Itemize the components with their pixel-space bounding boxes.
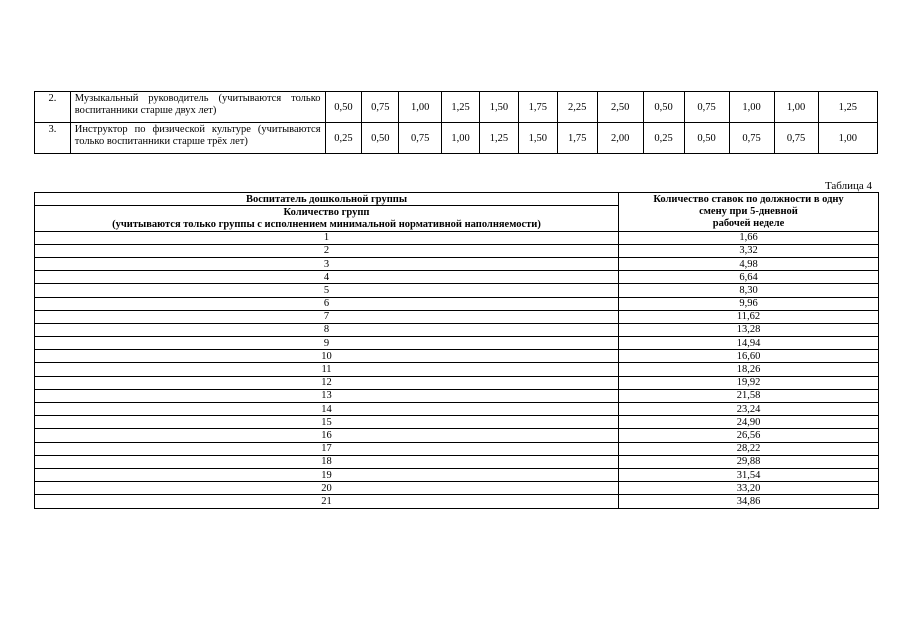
group-count: 15 xyxy=(35,416,619,429)
group-count: 18 xyxy=(35,455,619,468)
rate-count: 18,26 xyxy=(619,363,879,376)
table-row xyxy=(35,455,879,468)
rate-count: 26,56 xyxy=(619,429,879,442)
rate-value: 2,00 xyxy=(597,123,643,154)
group-count: 20 xyxy=(35,482,619,495)
table-row xyxy=(35,337,879,350)
group-count: 2 xyxy=(35,244,619,257)
group-count: 13 xyxy=(35,389,619,402)
rate-value: 0,50 xyxy=(362,123,399,154)
table-row xyxy=(35,284,879,297)
rate-value: 1,25 xyxy=(479,123,518,154)
header-rates-line: смену при 5-дневной xyxy=(699,206,798,217)
rate-value: 2,50 xyxy=(597,92,643,123)
table-row xyxy=(35,363,879,376)
rate-count: 4,98 xyxy=(619,257,879,270)
position-description: Инструктор по физической культуре (учитываются только воспитанники старше трёх лет) xyxy=(70,123,325,154)
rate-value: 2,25 xyxy=(557,92,597,123)
rate-value: 1,00 xyxy=(442,123,480,154)
row-number: 2. xyxy=(35,92,71,123)
group-count: 17 xyxy=(35,442,619,455)
position-description: Музыкальный руководитель (учитываются только воспитанники старше двух лет) xyxy=(70,92,325,123)
rate-count: 13,28 xyxy=(619,323,879,336)
group-count: 8 xyxy=(35,323,619,336)
table-row xyxy=(35,350,879,363)
table-header-row xyxy=(35,193,879,206)
table-row xyxy=(35,389,879,402)
rate-value: 0,50 xyxy=(325,92,362,123)
table-row xyxy=(35,482,879,495)
rate-count: 19,92 xyxy=(619,376,879,389)
rate-count: 31,54 xyxy=(619,468,879,481)
table-row xyxy=(35,376,879,389)
header-rates-line: Количество ставок по должности в одну xyxy=(653,194,844,205)
table-row xyxy=(35,310,879,323)
rate-count: 16,60 xyxy=(619,350,879,363)
group-count: 3 xyxy=(35,257,619,270)
table-row xyxy=(35,92,878,123)
group-count: 10 xyxy=(35,350,619,363)
table-row xyxy=(35,429,879,442)
staff-rates-table xyxy=(34,91,878,154)
group-count: 21 xyxy=(35,495,619,508)
educator-rates-table xyxy=(34,192,879,509)
table-row xyxy=(35,442,879,455)
rate-value: 0,50 xyxy=(643,92,684,123)
group-count: 11 xyxy=(35,363,619,376)
rate-count: 9,96 xyxy=(619,297,879,310)
table-row xyxy=(35,244,879,257)
table-row xyxy=(35,403,879,416)
rate-count: 8,30 xyxy=(619,284,879,297)
rate-count: 6,64 xyxy=(619,271,879,284)
rate-count: 29,88 xyxy=(619,455,879,468)
rate-value: 1,75 xyxy=(518,92,557,123)
table-row xyxy=(35,123,878,154)
header-group-count: Количество групп xyxy=(35,206,619,219)
rate-count: 11,62 xyxy=(619,310,879,323)
rate-count: 28,22 xyxy=(619,442,879,455)
rate-value: 1,75 xyxy=(557,123,597,154)
rate-value: 1,50 xyxy=(518,123,557,154)
rate-count: 24,90 xyxy=(619,416,879,429)
rate-count: 14,94 xyxy=(619,337,879,350)
group-count: 4 xyxy=(35,271,619,284)
rate-value: 1,25 xyxy=(442,92,480,123)
rate-value: 0,75 xyxy=(774,123,818,154)
rate-value: 1,50 xyxy=(479,92,518,123)
table-row xyxy=(35,257,879,270)
header-rates xyxy=(619,193,879,232)
header-educator: Воспитатель дошкольной группы xyxy=(35,193,619,206)
table-caption: Таблица 4 xyxy=(824,180,872,192)
rate-value: 0,50 xyxy=(684,123,729,154)
group-count: 5 xyxy=(35,284,619,297)
group-count: 16 xyxy=(35,429,619,442)
table-row xyxy=(35,495,879,508)
rate-value: 1,00 xyxy=(399,92,442,123)
rate-count: 21,58 xyxy=(619,389,879,402)
table-row xyxy=(35,231,879,244)
rate-value: 0,25 xyxy=(643,123,684,154)
rate-value: 0,75 xyxy=(729,123,774,154)
group-count: 7 xyxy=(35,310,619,323)
rate-value: 0,75 xyxy=(684,92,729,123)
rate-value: 0,75 xyxy=(362,92,399,123)
rate-count: 33,20 xyxy=(619,482,879,495)
rate-value: 0,75 xyxy=(399,123,442,154)
group-count: 9 xyxy=(35,337,619,350)
group-count: 6 xyxy=(35,297,619,310)
table-row xyxy=(35,271,879,284)
rate-value: 1,00 xyxy=(774,92,818,123)
rate-count: 3,32 xyxy=(619,244,879,257)
group-count: 12 xyxy=(35,376,619,389)
rate-count: 1,66 xyxy=(619,231,879,244)
table-row xyxy=(35,323,879,336)
rate-count: 34,86 xyxy=(619,495,879,508)
group-count: 19 xyxy=(35,468,619,481)
table-row xyxy=(35,468,879,481)
header-rates-line: рабочей неделе xyxy=(712,218,785,229)
rate-count: 23,24 xyxy=(619,403,879,416)
table-row xyxy=(35,416,879,429)
rate-value: 1,25 xyxy=(818,92,877,123)
group-count: 1 xyxy=(35,231,619,244)
header-group-note: (учитываются только группы с исполнением минимальной нормативной наполняемости) xyxy=(35,218,619,231)
rate-value: 1,00 xyxy=(818,123,877,154)
rate-value: 1,00 xyxy=(729,92,774,123)
table-row xyxy=(35,297,879,310)
group-count: 14 xyxy=(35,403,619,416)
row-number: 3. xyxy=(35,123,71,154)
rate-value: 0,25 xyxy=(325,123,362,154)
